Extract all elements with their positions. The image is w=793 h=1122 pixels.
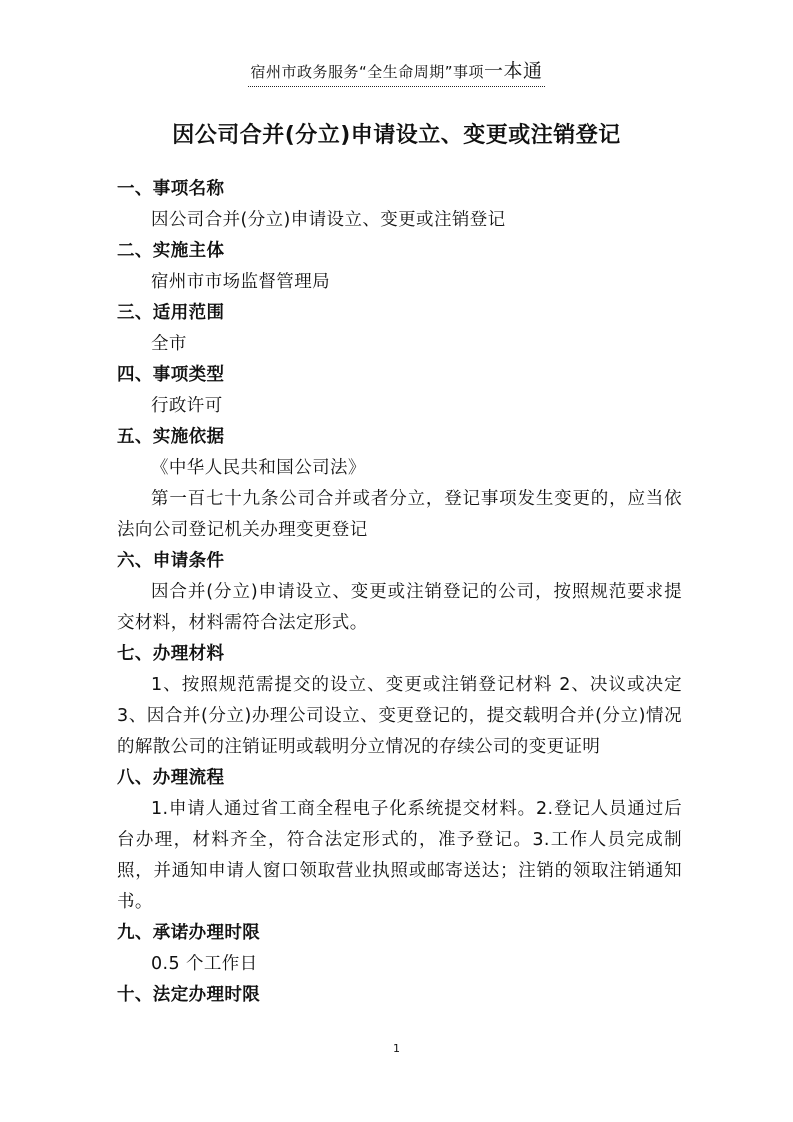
section-heading-scope: 三、适用范围 xyxy=(117,303,225,323)
section-para-basis: 第一百七十九条公司合并或者分立，登记事项发生变更的，应当依法向公司登记机关办理变更登记 xyxy=(117,489,682,540)
section-heading-materials: 七、办理材料 xyxy=(117,644,225,664)
section-value-name: 因公司合并(分立)申请设立、变更或注销登记 xyxy=(151,210,506,230)
section-heading-type: 四、事项类型 xyxy=(117,365,225,385)
header-text: 宿州市政务服务“全生命周期”事项 xyxy=(250,63,485,81)
document-title: 因公司合并(分立)申请设立、变更或注销登记 xyxy=(172,123,621,148)
section-para-conditions: 因合并(分立)申请设立、变更或注销登记的公司，按照规范要求提交材料，材料需符合法定形式。 xyxy=(117,582,682,633)
section-heading-promised-time: 九、承诺办理时限 xyxy=(117,923,261,943)
section-value-scope: 全市 xyxy=(151,334,187,354)
document-body xyxy=(117,174,682,1011)
section-value-type: 行政许可 xyxy=(151,396,223,416)
section-heading-legal-time: 十、法定办理时限 xyxy=(117,985,261,1005)
section-heading-conditions: 六、申请条件 xyxy=(117,551,225,571)
section-value-subject: 宿州市市场监督管理局 xyxy=(151,272,330,292)
page-number: 1 xyxy=(393,1042,400,1055)
section-value-promised-time: 0.5 个工作日 xyxy=(151,954,258,974)
section-heading-process: 八、办理流程 xyxy=(117,768,225,788)
running-header-text xyxy=(248,56,544,87)
header-big-text: 一本通 xyxy=(484,60,543,82)
section-heading-name: 一、事项名称 xyxy=(117,179,225,199)
section-value-basis: 《中华人民共和国公司法》 xyxy=(151,458,366,478)
section-para-process: 1.申请人通过省工商全程电子化系统提交材料。2.登记人员通过后台办理，材料齐全，符合法定形式的，准予登记。3.工作人员完成制照，并通知申请人窗口领取营业执照或邮寄送达；注销的领取注销通知书。 xyxy=(117,799,682,912)
running-header xyxy=(0,56,793,87)
section-heading-subject: 二、实施主体 xyxy=(117,241,225,261)
section-heading-basis: 五、实施依据 xyxy=(117,427,225,447)
section-para-materials: 1、按照规范需提交的设立、变更或注销登记材料 2、决议或决定 3、因合并(分立)办理公司设立、变更登记的，提交载明合并(分立)情况的解散公司的注销证明或载明分立情况的存续公司的变更证明 xyxy=(117,675,682,757)
